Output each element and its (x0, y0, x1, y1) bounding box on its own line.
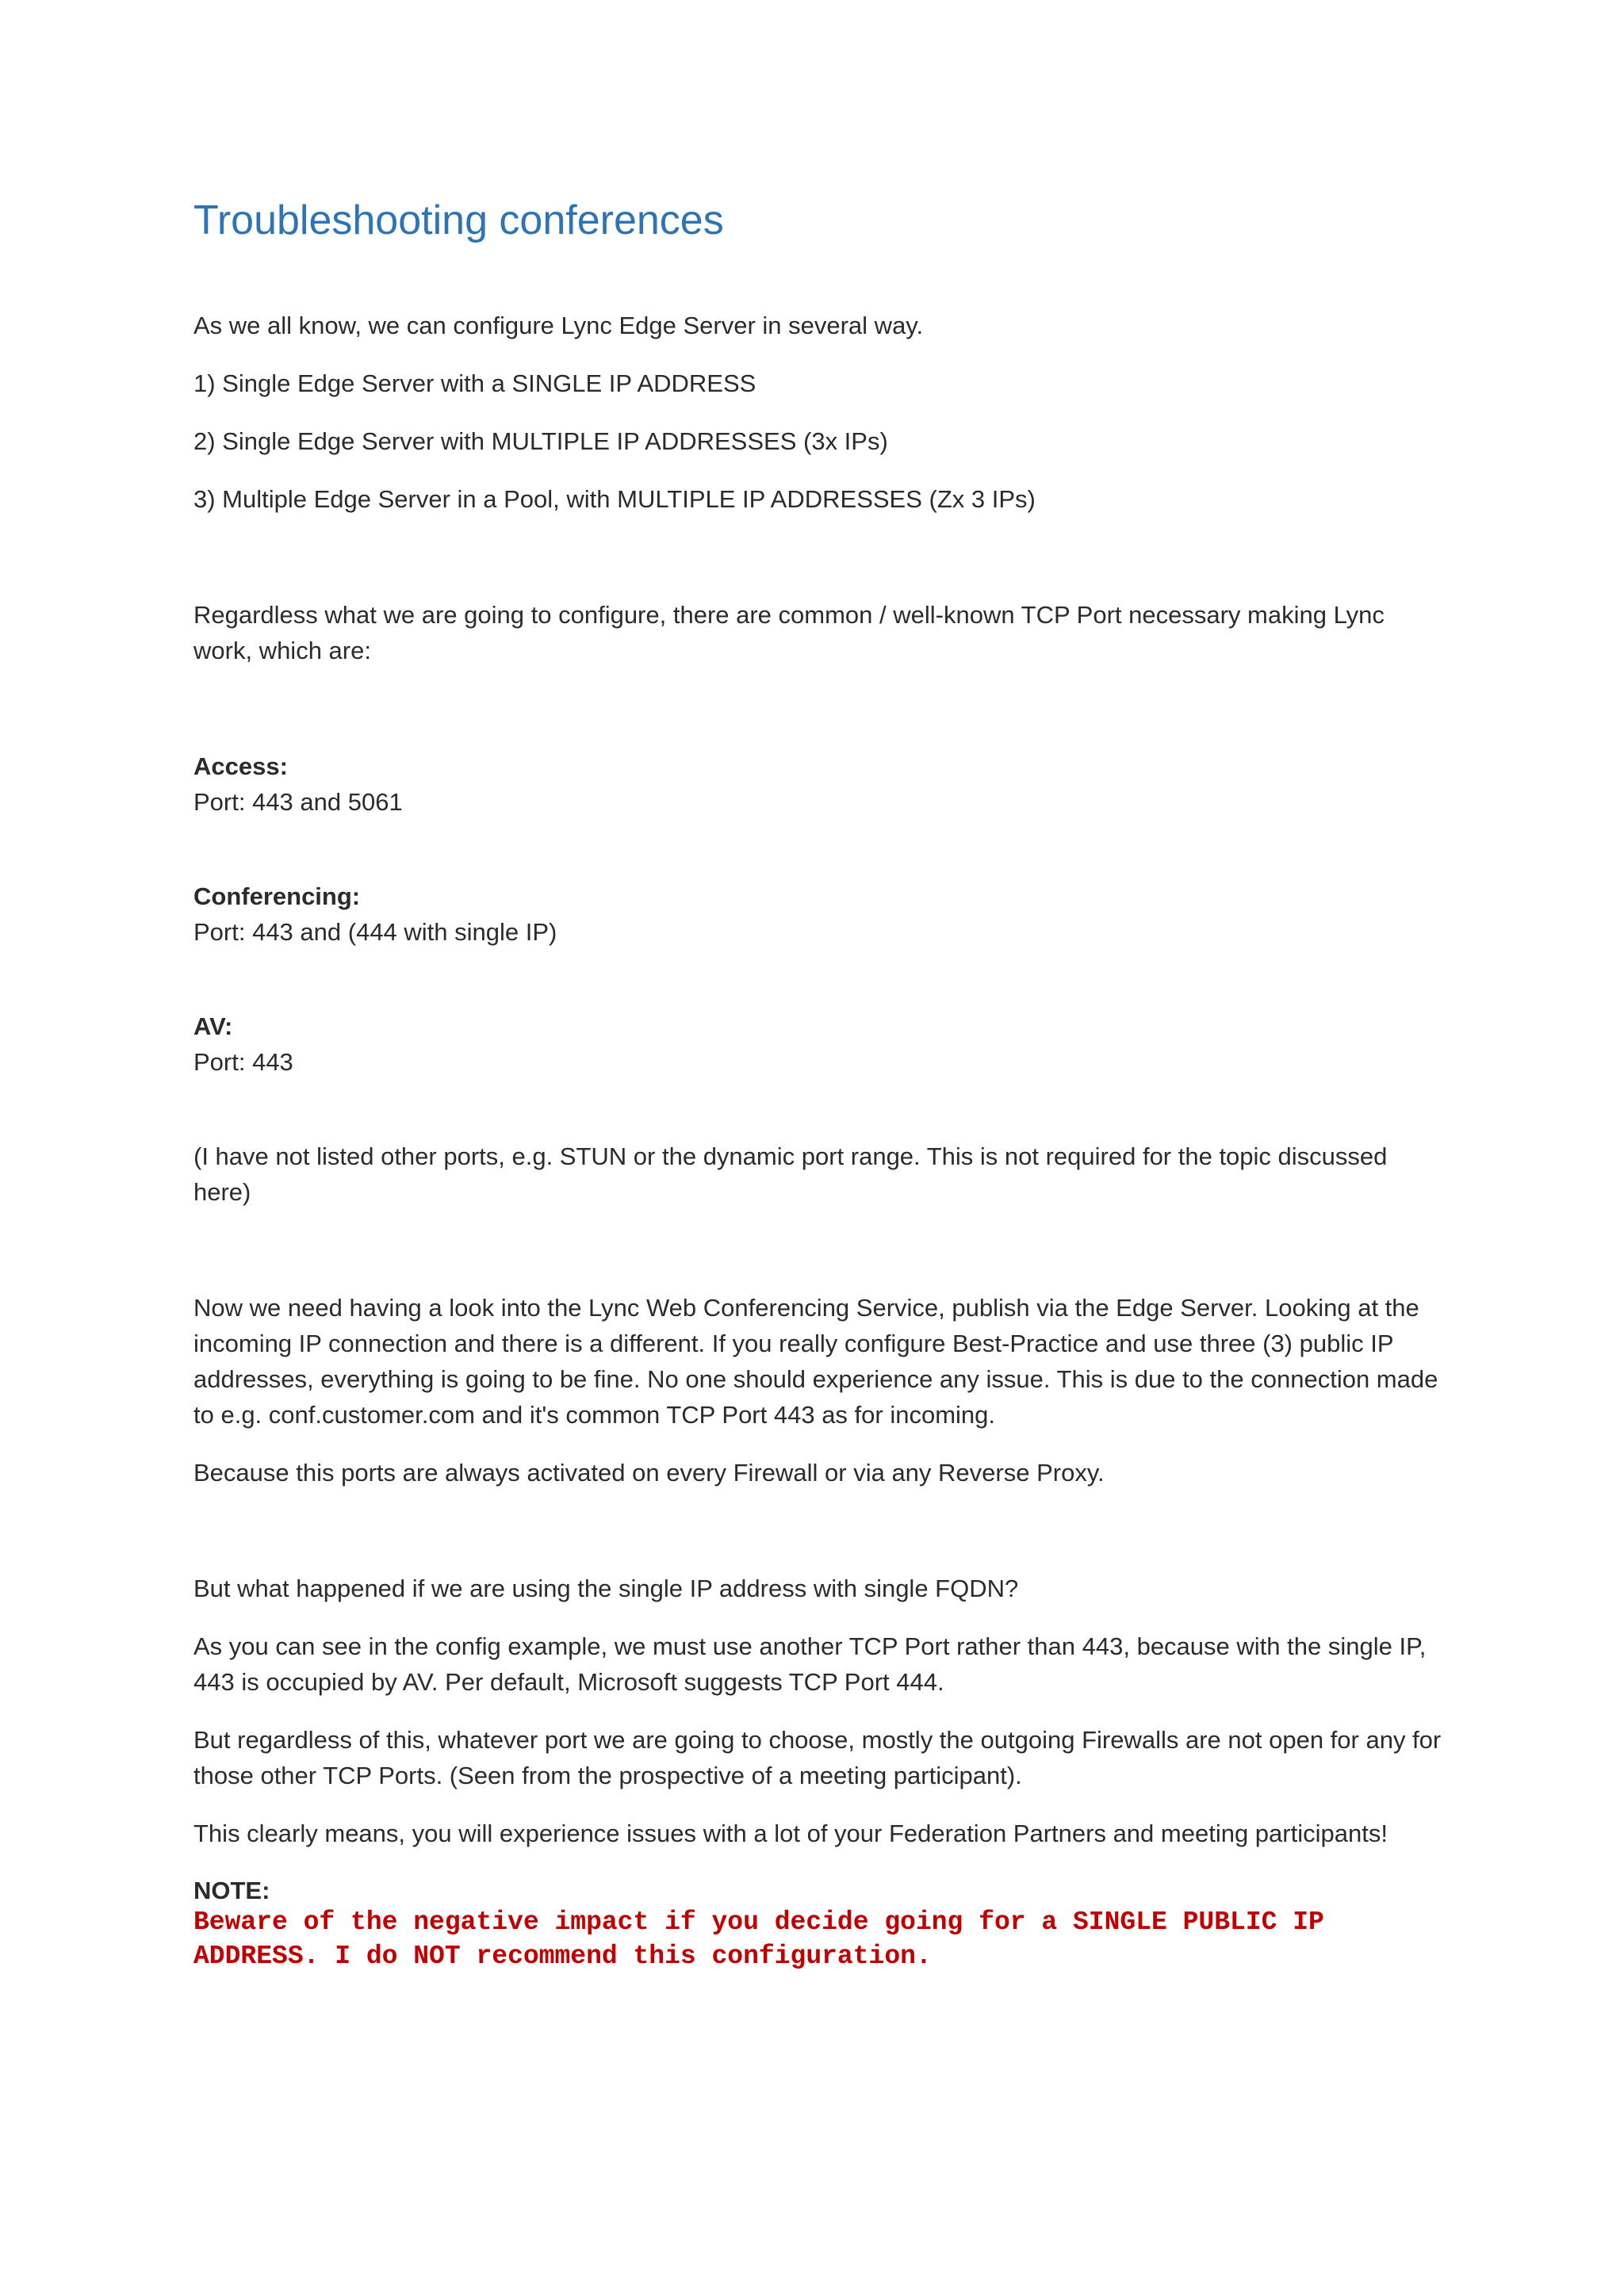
regardless-paragraph: Regardless what we are going to configure, there are common / well-known TCP Port necessary making Lync work, which are: (193, 601, 1385, 664)
conferencing-port-block (193, 878, 1446, 950)
access-port-value: Port: 443 and 5061 (193, 788, 403, 816)
option-item-1: 1) Single Edge Server with a SINGLE IP ADDRESS (193, 369, 756, 397)
warning-note (193, 1905, 1462, 1973)
conferencing-port-value: Port: 443 and (444 with single IP) (193, 918, 557, 946)
question-paragraph: But what happened if we are using the single IP address with single FQDN? (193, 1575, 1019, 1602)
conferencing-label: Conferencing: (193, 882, 361, 910)
firewall-paragraph: Because this ports are always activated on every Firewall or via any Reverse Proxy. (193, 1459, 1105, 1487)
page-title: Troubleshooting conferences (193, 197, 724, 243)
web-conferencing-paragraph: Now we need having a look into the Lync Web Conferencing Service, publish via the Edge Server. Looking at the incoming IP connection and there is a different. If you really configure Best-Practice and use three (3) public IP addresses, everything is going to be fine. No one should experience any issue. This is due to the connection made to e.g. conf.customer.com and it's common TCP Port 443 as for incoming. (193, 1294, 1438, 1429)
access-label: Access: (193, 752, 288, 780)
issues-paragraph: This clearly means, you will experience issues with a lot of your Federation Partners and meeting participants! (193, 1820, 1388, 1847)
outgoing-firewall-paragraph: But regardless of this, whatever port we are going to choose, mostly the outgoing Firewalls are not open for any for those other TCP Ports. (Seen from the prospective of a meeting participant). (193, 1726, 1442, 1789)
warning-line-1: Beware of the negative impact if you decide going for a SINGLE PUBLIC IP (193, 1908, 1324, 1937)
intro-paragraph: As we all know, we can configure Lync Edge Server in several way. (193, 312, 924, 339)
option-item-2: 2) Single Edge Server with MULTIPLE IP ADDRESSES (3x IPs) (193, 427, 888, 455)
note-label: NOTE: (193, 1877, 270, 1904)
access-port-block (193, 748, 1446, 820)
av-label: AV: (193, 1012, 233, 1040)
warning-line-2: ADDRESS. I do NOT recommend this configuration. (193, 1942, 932, 1971)
option-item-3: 3) Multiple Edge Server in a Pool, with MULTIPLE IP ADDRESSES (Zx 3 IPs) (193, 485, 1036, 513)
av-port-value: Port: 443 (193, 1048, 293, 1076)
av-port-block (193, 1008, 1446, 1080)
ports-note-paragraph: (I have not listed other ports, e.g. STUN or the dynamic port range. This is not required for the topic discussed here) (193, 1142, 1388, 1206)
config-example-paragraph: As you can see in the config example, we must use another TCP Port rather than 443, because with the single IP, 443 is occupied by AV. Per default, Microsoft suggests TCP Port 444. (193, 1632, 1427, 1696)
